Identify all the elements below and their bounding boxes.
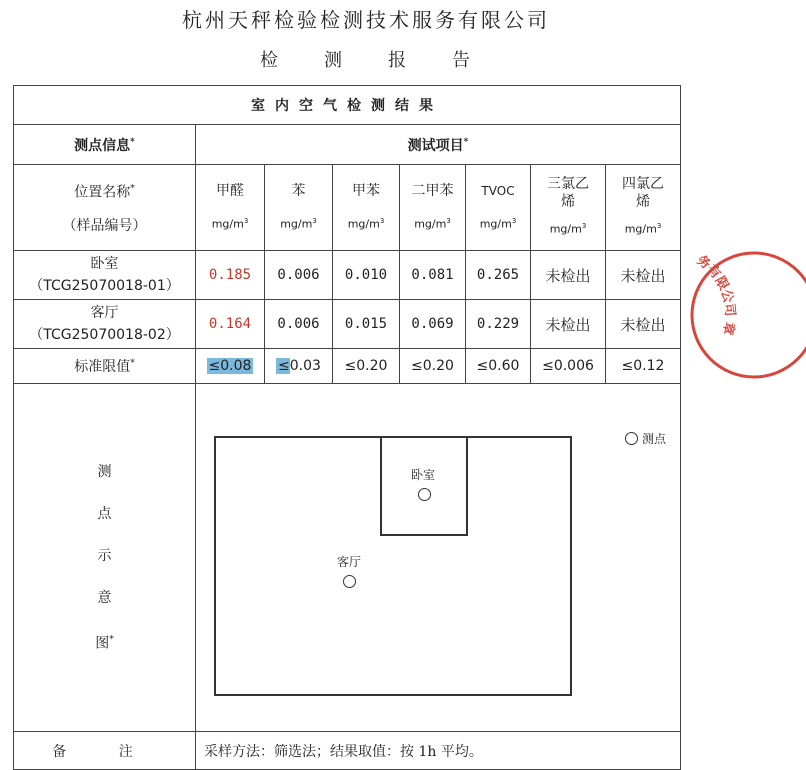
limit-cell: ≤0.20 <box>333 349 400 384</box>
diagram-label: 测 点 示 意 图* <box>14 384 196 732</box>
value-cell: 未检出 <box>606 251 681 300</box>
column-header <box>196 165 265 251</box>
value-cell: 未检出 <box>531 300 606 349</box>
point-info-label: 测点信息 <box>74 137 131 154</box>
limit-cell: ≤0.006 <box>531 349 606 384</box>
limit-label: 标准限值* <box>14 349 196 384</box>
column-unit: $mg/m^3$ <box>624 221 662 236</box>
sample-no-label: （样品编号） <box>62 218 147 235</box>
bedroom-label: 卧室 <box>411 468 436 482</box>
company-seal-stamp <box>686 240 806 390</box>
value-cell-exceeded: 0.164 <box>196 300 265 349</box>
living-room-point-marker <box>343 575 356 588</box>
row-location <box>14 300 196 349</box>
column-name: 甲醛 <box>216 182 244 199</box>
column-name: 三氯乙烯 <box>547 175 589 210</box>
diagram-legend <box>625 430 666 447</box>
limit-value-highlighted: ≤0.03 <box>278 358 321 374</box>
column-unit: $mg/m^3$ <box>347 216 385 231</box>
floor-plan <box>196 384 680 731</box>
report-title-char: 测 <box>324 50 344 71</box>
value-cell: 0.006 <box>265 251 333 300</box>
column-header <box>466 165 531 251</box>
table-row <box>14 251 681 300</box>
value-cell: 0.229 <box>466 300 531 349</box>
report-title-char: 告 <box>452 50 472 71</box>
column-header <box>606 165 681 251</box>
results-table <box>13 85 681 770</box>
value-cell: 0.069 <box>400 300 466 349</box>
living-room-label: 客厅 <box>337 555 362 569</box>
column-header <box>531 165 606 251</box>
bedroom-outline <box>380 436 468 536</box>
limit-cell <box>196 349 265 384</box>
notes-text: 采样方法：筛选法；结果取值：按 1h 平均。 <box>196 732 681 770</box>
column-header <box>265 165 333 251</box>
column-unit: $mg/m^3$ <box>549 221 587 236</box>
column-unit: $mg/m^3$ <box>414 216 451 231</box>
column-name: TVOC <box>481 183 515 198</box>
seal-text: 务有限公司 章 <box>693 252 738 337</box>
report-title <box>0 46 732 72</box>
value-cell: 0.265 <box>466 251 531 300</box>
table-title: 室内空气检测结果 <box>14 86 681 125</box>
notes-row <box>14 732 681 770</box>
row-location-name: 客厅 <box>90 305 119 321</box>
svg-text:务有限公司 章 <box>694 252 738 336</box>
report-title-char: 报 <box>388 50 408 71</box>
company-name: 杭州天秤检验检测技术服务有限公司 <box>182 8 550 32</box>
column-name: 甲苯 <box>352 182 380 199</box>
diagram-row <box>14 384 681 732</box>
column-header <box>333 165 400 251</box>
limit-cell: ≤0.12 <box>606 349 681 384</box>
value-cell: 0.010 <box>333 251 400 300</box>
legend-label: 测点 <box>641 432 666 446</box>
column-name: 二甲苯 <box>411 182 454 199</box>
location-name-label: 位置名称* <box>74 183 135 201</box>
bedroom-point-marker <box>418 488 431 501</box>
limit-row <box>14 349 681 384</box>
limit-cell: ≤0.20 <box>400 349 466 384</box>
row-location <box>14 251 196 300</box>
column-name: 苯 <box>291 182 306 199</box>
column-header <box>400 165 466 251</box>
value-cell: 0.006 <box>265 300 333 349</box>
row-sample-code: （TCG25070018-01） <box>29 278 180 294</box>
legend-circle-icon <box>625 432 638 445</box>
limit-cell: ≤0.60 <box>466 349 531 384</box>
value-cell: 未检出 <box>606 300 681 349</box>
table-row <box>14 300 681 349</box>
column-unit: $mg/m^3$ <box>211 216 249 231</box>
column-unit: $mg/m^3$ <box>479 216 517 231</box>
row-location-name: 卧室 <box>90 256 119 272</box>
report-title-char: 检 <box>260 50 280 71</box>
value-cell: 0.015 <box>333 300 400 349</box>
column-unit: $mg/m^3$ <box>280 216 317 231</box>
column-name: 四氯乙烯 <box>622 175 664 210</box>
limit-cell <box>265 349 333 384</box>
notes-label: 备 注 <box>14 732 196 770</box>
diagram-cell <box>196 384 681 732</box>
value-cell: 未检出 <box>531 251 606 300</box>
limit-value-highlighted: ≤0.08 <box>208 358 252 374</box>
test-items-label: 测试项目 <box>407 137 464 154</box>
test-items-header: 测试项目* <box>196 125 681 165</box>
location-header <box>14 165 196 251</box>
value-cell: 0.081 <box>400 251 466 300</box>
point-info-header: 测点信息* <box>14 125 196 165</box>
value-cell-exceeded: 0.185 <box>196 251 265 300</box>
row-sample-code: （TCG25070018-02） <box>29 327 180 343</box>
